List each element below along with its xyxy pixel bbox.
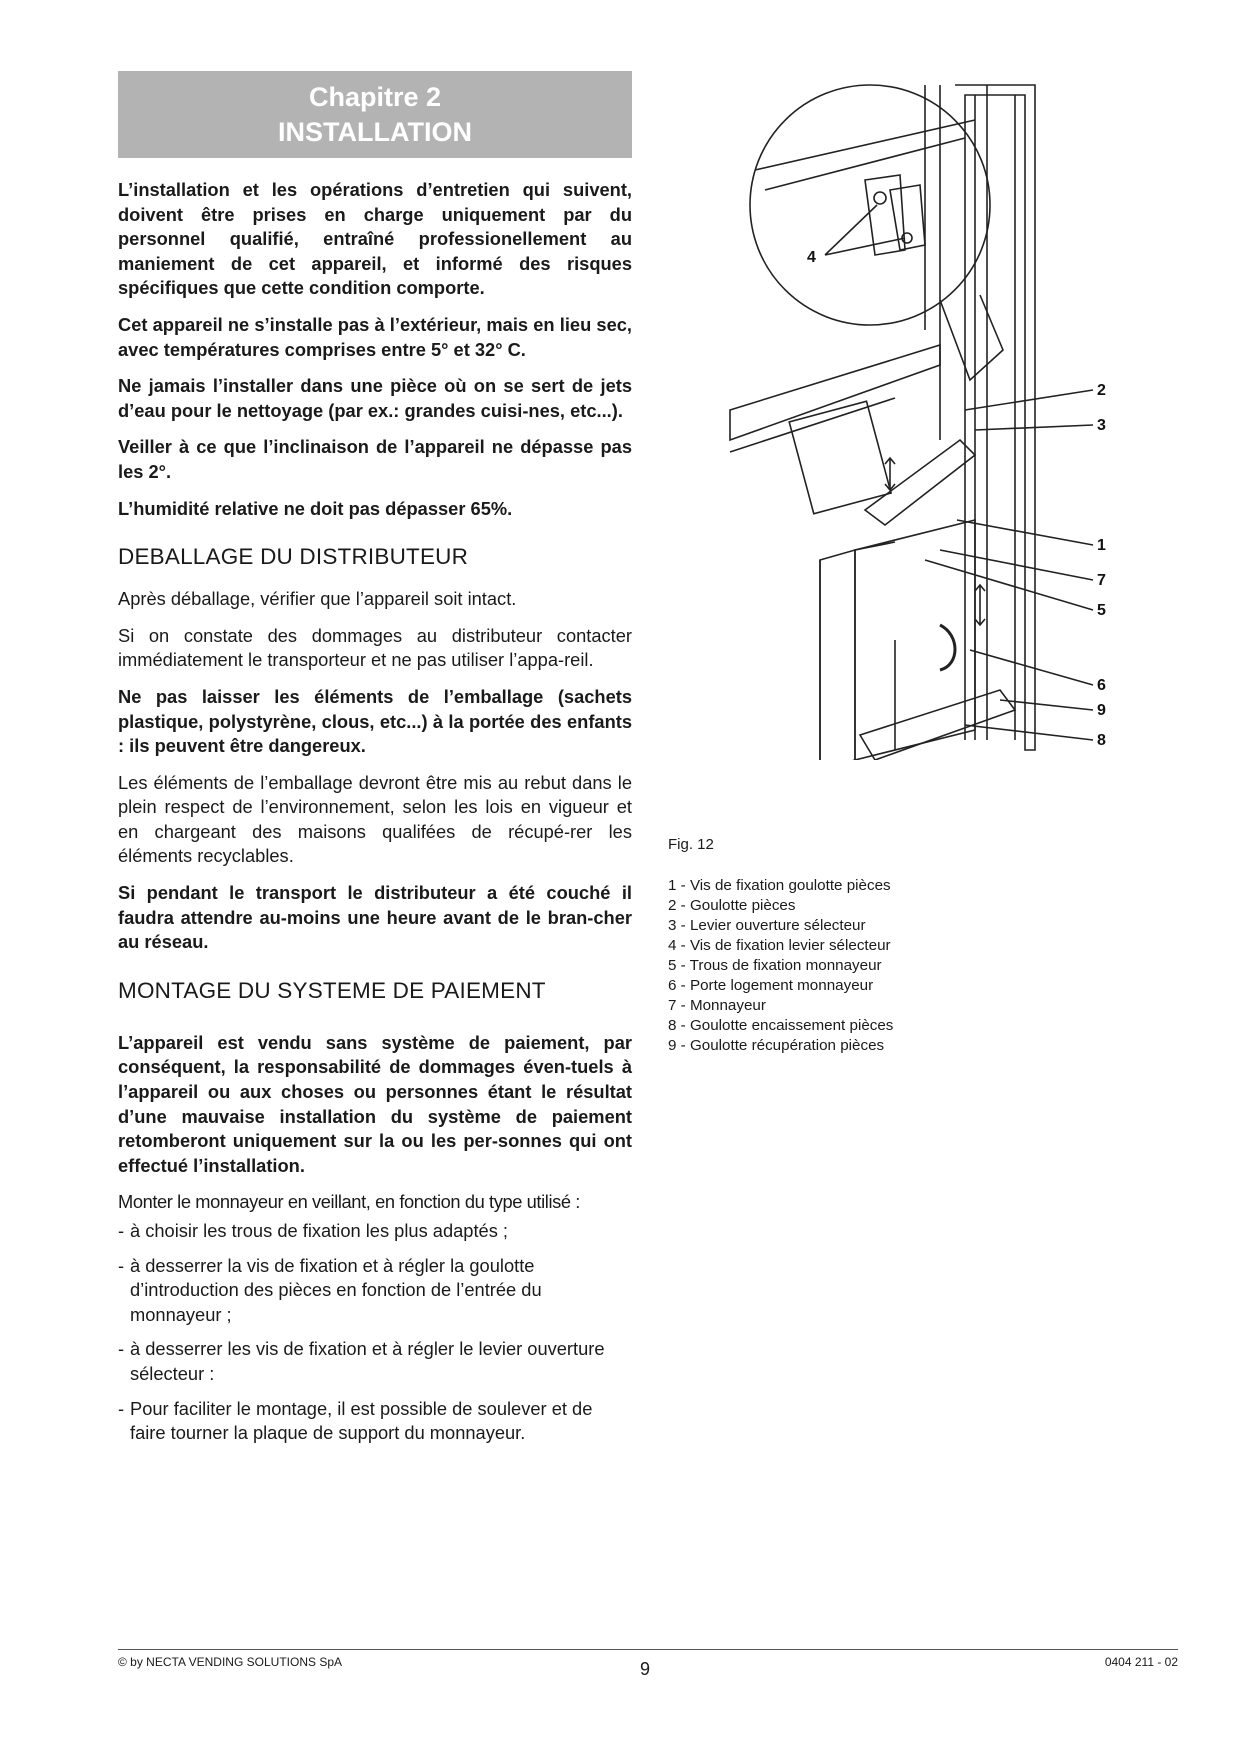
unpacking-text: Après déballage, vérifier que l’appareil soit intact. — [118, 588, 517, 610]
legend-item: 1 - Vis de fixation goulotte pièces — [668, 877, 891, 894]
legend-item: 2 - Goulotte pièces — [668, 897, 796, 914]
document-code: 0404 211 - 02 — [1104, 1655, 1178, 1669]
intro-paragraph: L’installation et les opérations d’entretien qui suivent, doivent être prises en charge uniquement par du personnel qualifié, entraîné professionellement au maniement de cet appareil, et informé des risques spécifiques que cette condition comporte. — [118, 179, 632, 299]
legend-item: 4 - Vis de fixation levier sélecteur — [668, 937, 891, 954]
coin-mechanism-diagram — [725, 80, 1125, 760]
callout-label: 6 — [1097, 677, 1106, 694]
legend-item: 3 - Levier ouverture sélecteur — [668, 917, 866, 934]
legend-item: 6 - Porte logement monnayeur — [668, 977, 874, 994]
unpacking-text: Si on constate des dommages au distributeur contacter immédiatement le transporteur et ne pas utiliser l’appa-reil. — [118, 624, 632, 671]
chapter-header — [118, 71, 632, 158]
legend-item: 7 - Monnayeur — [668, 997, 766, 1014]
intro-paragraph: Cet appareil ne s’installe pas à l’extérieur, mais en lieu sec, avec températures comprises entre 5° et 32° C. — [118, 313, 632, 360]
legend-item: 5 - Trous de fixation monnayeur — [668, 957, 882, 974]
legend-item: 8 - Goulotte encaissement pièces — [668, 1017, 894, 1034]
unpacking-transport-note: Si pendant le transport le distributeur a été couché il faudra attendre au-moins une heure avant de le bran-cher au réseau. — [118, 882, 632, 953]
callout-label: 1 — [1097, 537, 1106, 554]
callout-label: 3 — [1097, 417, 1106, 434]
callout-label: 5 — [1097, 602, 1106, 619]
intro-paragraph: Ne jamais l’installer dans une pièce où on se sert de jets d’eau pour le nettoyage (par ex.: grandes cuisi-nes, etc...). — [118, 375, 632, 421]
payment-disclaimer: L’appareil est vendu sans système de paiement, par conséquent, la responsabilité de dommages éven-tuels à l’appareil ou aux choses ou personnes étant le résultat d’une mauvaise installation du système de paiement retomberont uniquement sur la ou les per-sonnes qui ont effectué l’installation. — [118, 1031, 632, 1176]
intro-paragraph: L’humidité relative ne doit pas dépasser 65%. — [118, 497, 513, 519]
figure-legend — [668, 876, 893, 1056]
list-item: - à desserrer les vis de fixation et à régler le levier ouverture sélecteur : — [118, 1338, 605, 1384]
section-title-unpacking: DEBALLAGE DU DISTRIBUTEUR — [118, 544, 469, 570]
main-text-column — [118, 178, 632, 1456]
list-item: - à choisir les trous de fixation les plus adaptés ; — [118, 1220, 509, 1241]
callout-label: 8 — [1097, 732, 1106, 749]
callout-label: 7 — [1097, 572, 1106, 589]
unpacking-disposal: Les éléments de l’emballage devront être mis au rebut dans le plein respect de l’environnement, selon les lois en vigueur et en chargeant des maisons qualifées de récupé-rer les éléments recyclables. — [118, 771, 632, 867]
list-item: - à desserrer la vis de fixation et à régler la goulotte d’introduction des pièces en fonction de l’entrée du monnayeur ; — [118, 1254, 542, 1325]
list-item: - Pour faciliter le montage, il est possible de soulever et de faire tourner la plaque de support du monnayeur. — [118, 1397, 593, 1444]
footer-copyright: © by NECTA VENDING SOLUTIONS SpA — [118, 1655, 343, 1669]
legend-item: 9 - Goulotte récupération pièces — [668, 1037, 885, 1054]
page-number: 9 — [640, 1659, 651, 1679]
chapter-number: Chapitre 2 — [308, 81, 442, 112]
payment-instructions: Monter le monnayeur en veillant, en fonction du type utilisé : — [118, 1191, 580, 1213]
figure-caption: Fig. 12 — [668, 836, 714, 853]
section-title-payment: MONTAGE DU SYSTEME DE PAIEMENT — [118, 977, 546, 1003]
footer-divider — [118, 1649, 1178, 1650]
chapter-title: INSTALLATION — [278, 116, 472, 147]
callout-label: 4 — [807, 249, 816, 266]
intro-paragraph: Veiller à ce que l’inclinaison de l’appareil ne dépasse pas les 2°. — [118, 436, 632, 482]
callout-label: 9 — [1097, 702, 1106, 719]
unpacking-warning: Ne pas laisser les éléments de l’emballage (sachets plastique, polystyrène, clous, etc...) à la portée des enfants : ils peuvent être dangereux. — [118, 685, 632, 757]
callout-label: 2 — [1097, 382, 1106, 399]
